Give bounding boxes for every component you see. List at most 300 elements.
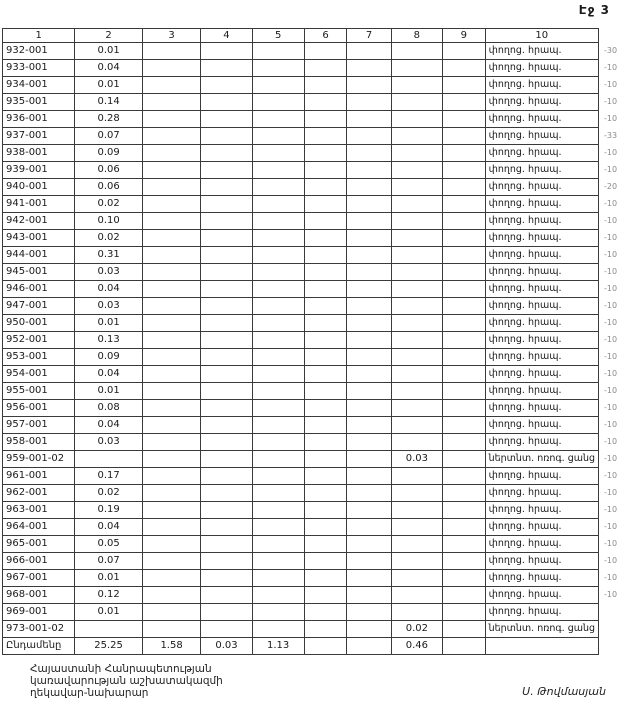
cell-col9 [442,196,485,213]
margin-note: -10 [604,148,618,157]
cell-col2: 0.07 [75,553,142,570]
cell-col4 [201,349,252,366]
cell-col2: 0.17 [75,468,142,485]
cell-col5 [252,434,304,451]
cell-col6 [304,111,347,128]
cell-col8 [391,366,442,383]
cell-col8 [391,468,442,485]
margin-note: -10 [604,63,618,72]
cell-col10: փողոց. հրապ. [485,502,598,519]
cell-col9 [442,502,485,519]
cell-col7 [347,349,391,366]
cell-col9 [442,60,485,77]
column-header-10: 10 [485,29,598,43]
table-row [3,179,634,196]
cell-col3 [142,383,201,400]
cell-col5 [252,383,304,400]
cell-col3 [142,366,201,383]
table-row [3,298,634,315]
cell-col3 [142,400,201,417]
cell-col3 [142,502,201,519]
cell-col4 [201,434,252,451]
margin-note: -10 [604,403,618,412]
cell-col10: փողոց. հրապ. [485,298,598,315]
cell-col3 [142,247,201,264]
cell-col7 [347,264,391,281]
table-row [3,111,634,128]
cell-col6 [304,332,347,349]
cell-col8 [391,230,442,247]
cell-col6 [304,621,347,638]
cell-col7 [347,60,391,77]
total-cell-col10 [485,638,598,655]
cell-col8 [391,77,442,94]
cell-col4 [201,366,252,383]
table-row [3,349,634,366]
cell-col4 [201,94,252,111]
cell-col1: 945-001 [3,264,75,281]
cell-col9 [442,179,485,196]
footer-line-2: կառավարության աշխատակազմի [30,675,223,687]
cell-col6 [304,587,347,604]
cell-col6 [304,298,347,315]
cell-col4 [201,77,252,94]
cell-col4 [201,400,252,417]
cell-col1: 940-001 [3,179,75,196]
cell-col6 [304,43,347,60]
cell-col10: փողոց. հրապ. [485,485,598,502]
cell-col10: փողոց. հրապ. [485,553,598,570]
cell-col8 [391,128,442,145]
cell-col6 [304,604,347,621]
margin-note: -10 [604,556,618,565]
cell-col4 [201,383,252,400]
cell-col2: 0.31 [75,247,142,264]
cell-col10: փողոց. հրապ. [485,349,598,366]
total-cell-col6 [304,638,347,655]
cell-col8 [391,60,442,77]
cell-col9 [442,468,485,485]
cell-col1: 933-001 [3,60,75,77]
cell-col4 [201,230,252,247]
cell-col8 [391,145,442,162]
cell-col6 [304,400,347,417]
cell-col10: փողոց. հրապ. [485,383,598,400]
table-row [3,281,634,298]
cell-col4 [201,247,252,264]
cell-col5 [252,451,304,468]
cell-col2: 0.04 [75,417,142,434]
cell-col10: փողոց. հրապ. [485,179,598,196]
total-cell-col7 [347,638,391,655]
cell-col7 [347,519,391,536]
cell-col4 [201,213,252,230]
cell-col7 [347,247,391,264]
cell-col10: փողոց. հրապ. [485,400,598,417]
cell-col2: 0.09 [75,145,142,162]
cell-col8 [391,179,442,196]
cell-col7 [347,128,391,145]
table-row [3,451,634,468]
cell-col1: 966-001 [3,553,75,570]
cell-col10: փողոց. հրապ. [485,519,598,536]
margin-note: -10 [604,199,618,208]
margin-note: -10 [604,216,618,225]
cell-col9 [442,77,485,94]
table-row [3,247,634,264]
margin-note: -10 [604,335,618,344]
table-row [3,621,634,638]
cell-col4 [201,196,252,213]
table-row [3,570,634,587]
cell-col6 [304,77,347,94]
margin-note [599,638,634,655]
cell-col8 [391,196,442,213]
cell-col5 [252,570,304,587]
cell-col9 [442,162,485,179]
cell-col5 [252,400,304,417]
cell-col8 [391,264,442,281]
margin-note: -30 [604,46,618,55]
cell-col7 [347,111,391,128]
cell-col9 [442,366,485,383]
cell-col9 [442,604,485,621]
cell-col7 [347,417,391,434]
cell-col1: 947-001 [3,298,75,315]
cell-col7 [347,570,391,587]
cell-col4 [201,604,252,621]
cell-col10: փողոց. հրապ. [485,196,598,213]
column-header-2: 2 [75,29,142,43]
margin-note: -10 [604,454,618,463]
cell-col8 [391,94,442,111]
cell-col4 [201,570,252,587]
cell-col6 [304,60,347,77]
cell-col3 [142,536,201,553]
cell-col8 [391,536,442,553]
cell-col7 [347,298,391,315]
cell-col3 [142,281,201,298]
cell-col9 [442,111,485,128]
cell-col9 [442,587,485,604]
cell-col8 [391,570,442,587]
total-cell-col9 [442,638,485,655]
cell-col7 [347,400,391,417]
total-cell-col2: 25.25 [75,638,142,655]
cell-col2: 0.14 [75,94,142,111]
cell-col3 [142,43,201,60]
cell-col9 [442,230,485,247]
cell-col2: 0.01 [75,383,142,400]
table-row [3,553,634,570]
cell-col9 [442,553,485,570]
cell-col5 [252,502,304,519]
margin-note: -20 [604,182,618,191]
cell-col2: 0.01 [75,43,142,60]
margin-note: -10 [604,284,618,293]
cell-col8 [391,587,442,604]
table-row [3,162,634,179]
cell-col8 [391,247,442,264]
table-row [3,383,634,400]
cell-col10: փողոց. հրապ. [485,536,598,553]
cell-col10: փողոց. հրապ. [485,366,598,383]
cell-col4 [201,162,252,179]
cell-col7 [347,434,391,451]
cell-col5 [252,281,304,298]
cell-col5 [252,94,304,111]
cell-col8 [391,332,442,349]
cell-col3 [142,230,201,247]
cell-col2: 0.01 [75,604,142,621]
cell-col3 [142,468,201,485]
table-row [3,400,634,417]
cell-col9 [442,485,485,502]
cell-col4 [201,485,252,502]
table-row [3,604,634,621]
total-row [3,638,634,655]
cell-col6 [304,281,347,298]
cell-col10: փողոց. հրապ. [485,468,598,485]
cell-col1: 939-001 [3,162,75,179]
cell-col9 [442,621,485,638]
cell-col3 [142,434,201,451]
cell-col5 [252,162,304,179]
cell-col3 [142,485,201,502]
cell-col9 [442,383,485,400]
cell-col7 [347,553,391,570]
cell-col10: փողոց. հրապ. [485,281,598,298]
cell-col4 [201,298,252,315]
cell-col7 [347,536,391,553]
cell-col2: 0.19 [75,502,142,519]
table-row [3,366,634,383]
table-row [3,332,634,349]
cell-col1: 962-001 [3,485,75,502]
cell-col1: 965-001 [3,536,75,553]
cell-col9 [442,434,485,451]
cell-col7 [347,366,391,383]
table-row [3,417,634,434]
cell-col10: ներտնտ. ոռոգ. ցանց [485,451,598,468]
cell-col7 [347,162,391,179]
cell-col9 [442,213,485,230]
cell-col3 [142,77,201,94]
cell-col7 [347,213,391,230]
cell-col4 [201,468,252,485]
cell-col1: 937-001 [3,128,75,145]
cell-col3 [142,587,201,604]
column-header-4: 4 [201,29,252,43]
cell-col8 [391,383,442,400]
cell-col3 [142,111,201,128]
cell-col3 [142,162,201,179]
cell-col3 [142,315,201,332]
cell-col2: 0.06 [75,179,142,196]
cell-col10: փողոց. հրապ. [485,417,598,434]
cell-col6 [304,196,347,213]
cell-col8 [391,281,442,298]
cell-col3 [142,196,201,213]
table-row [3,60,634,77]
cell-col7 [347,230,391,247]
cell-col4 [201,536,252,553]
cell-col3 [142,213,201,230]
cell-col7 [347,179,391,196]
cell-col8 [391,519,442,536]
cell-col2: 0.03 [75,298,142,315]
margin-note: -10 [604,522,618,531]
cell-col3 [142,60,201,77]
table-row [3,94,634,111]
cell-col4 [201,281,252,298]
cell-col5 [252,587,304,604]
column-header-6: 6 [304,29,347,43]
cell-col4 [201,145,252,162]
cell-col2: 0.01 [75,570,142,587]
cell-col1: 934-001 [3,77,75,94]
cell-col6 [304,383,347,400]
table-row [3,230,634,247]
cell-col3 [142,417,201,434]
cell-col6 [304,536,347,553]
cell-col4 [201,519,252,536]
cell-col4 [201,553,252,570]
cell-col6 [304,485,347,502]
cell-col1: 956-001 [3,400,75,417]
cell-col5 [252,213,304,230]
cell-col2: 0.03 [75,264,142,281]
cell-col6 [304,230,347,247]
cell-col10: փողոց. հրապ. [485,145,598,162]
footer-line-1: Հայաստանի Հանրապետության [30,663,212,675]
cell-col9 [442,247,485,264]
cell-col2: 0.05 [75,536,142,553]
cell-col8 [391,553,442,570]
margin-spacer [599,29,634,43]
margin-note: -10 [604,114,618,123]
cell-col5 [252,553,304,570]
cell-col8: 0.03 [391,451,442,468]
cell-col6 [304,468,347,485]
cell-col8 [391,43,442,60]
cell-col5 [252,621,304,638]
margin-note: -10 [604,267,618,276]
cell-col9 [442,298,485,315]
cell-col5 [252,43,304,60]
cell-col6 [304,502,347,519]
cell-col4 [201,502,252,519]
margin-note: -10 [604,386,618,395]
table-row [3,128,634,145]
cell-col6 [304,315,347,332]
cell-col4 [201,264,252,281]
cell-col8 [391,400,442,417]
total-cell-col3: 1.58 [142,638,201,655]
cell-col6 [304,264,347,281]
cell-col3 [142,332,201,349]
cell-col8 [391,349,442,366]
cell-col3 [142,145,201,162]
cell-col3 [142,604,201,621]
cell-col10: փողոց. հրապ. [485,332,598,349]
cell-col7 [347,468,391,485]
cell-col9 [442,417,485,434]
cell-col1: 942-001 [3,213,75,230]
cell-col10: փողոց. հրապ. [485,434,598,451]
cell-col1: 963-001 [3,502,75,519]
cell-col5 [252,485,304,502]
cell-col7 [347,145,391,162]
cell-col8 [391,417,442,434]
cell-col10: փողոց. հրապ. [485,264,598,281]
cell-col4 [201,111,252,128]
cell-col1: 959-001-02 [3,451,75,468]
cell-col3 [142,621,201,638]
page-number-label: Էջ 3 [578,3,610,17]
cell-col2 [75,621,142,638]
cell-col2: 0.02 [75,230,142,247]
cell-col8 [391,315,442,332]
margin-note: -10 [604,165,618,174]
cell-col9 [442,519,485,536]
cell-col6 [304,94,347,111]
cell-col1: 935-001 [3,94,75,111]
cell-col5 [252,264,304,281]
cell-col4 [201,417,252,434]
cell-col9 [442,264,485,281]
margin-note: -10 [604,233,618,242]
cell-col5 [252,366,304,383]
cell-col2: 0.04 [75,60,142,77]
cell-col5 [252,60,304,77]
cell-col8 [391,162,442,179]
cell-col6 [304,145,347,162]
table-row [3,502,634,519]
cell-col7 [347,281,391,298]
cell-col5 [252,111,304,128]
cell-col3 [142,298,201,315]
cell-col5 [252,332,304,349]
footer-line-3: ղեկավար-նախարար [30,687,149,699]
margin-note: -10 [604,250,618,259]
cell-col1: 957-001 [3,417,75,434]
cell-col7 [347,94,391,111]
cell-col5 [252,77,304,94]
cell-col5 [252,196,304,213]
cell-col1: 936-001 [3,111,75,128]
cell-col1: 952-001 [3,332,75,349]
margin-note: -10 [604,318,618,327]
cell-col8 [391,485,442,502]
cell-col2: 0.13 [75,332,142,349]
cell-col2: 0.09 [75,349,142,366]
cell-col4 [201,332,252,349]
cell-col1: 964-001 [3,519,75,536]
cell-col7 [347,77,391,94]
cell-col3 [142,128,201,145]
cell-col7 [347,451,391,468]
cell-col9 [442,400,485,417]
cell-col6 [304,570,347,587]
cell-col6 [304,553,347,570]
cell-col2: 0.02 [75,196,142,213]
total-cell-col8: 0.46 [391,638,442,655]
margin-note: -10 [604,471,618,480]
cell-col10: փողոց. հրապ. [485,315,598,332]
cell-col1: 953-001 [3,349,75,366]
cell-col2: 0.03 [75,434,142,451]
